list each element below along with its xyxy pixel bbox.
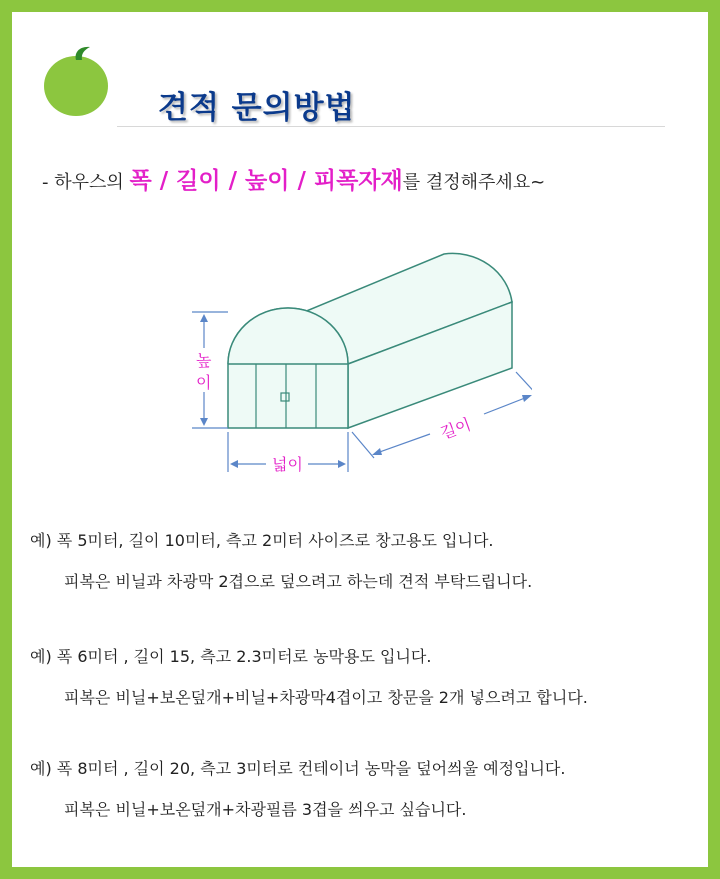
height-dimension	[192, 312, 228, 428]
example-3-line2: 피복은 비닐+보온덮개+차광필름 3겹을 씌우고 싶습니다.	[64, 800, 467, 819]
content-panel	[12, 12, 708, 867]
length-label: 길이	[437, 414, 474, 443]
title-divider	[117, 126, 665, 127]
instruction-highlight: 폭 / 길이 / 높이 / 피폭자재	[129, 168, 403, 194]
example-2-line1: 예) 폭 6미터 , 길이 15, 측고 2.3미터로 농막용도 입니다.	[30, 647, 432, 666]
width-label: 넓이	[272, 455, 303, 474]
example-1	[30, 528, 532, 592]
example-3	[30, 756, 565, 820]
example-1-line2: 피복은 비닐과 차광막 2겹으로 덮으려고 하는데 견적 부탁드립니다.	[64, 572, 533, 591]
page-title: 견적 문의방법	[158, 90, 356, 126]
example-3-line1: 예) 폭 8미터 , 길이 20, 측고 3미터로 컨테이너 농막을 덮어씌울 예정입니다.	[30, 759, 566, 778]
greenhouse-front	[228, 308, 348, 428]
instruction-prefix: - 하우스의	[42, 172, 124, 193]
example-2-line2: 피복은 비닐+보온덮개+비닐+차광막4겹이고 창문을 2개 넣으려고 합니다.	[64, 688, 588, 707]
instruction-text	[42, 162, 545, 195]
example-2	[30, 644, 588, 708]
greenhouse-diagram	[172, 232, 532, 482]
example-1-line1: 예) 폭 5미터, 길이 10미터, 측고 2미터 사이즈로 창고용도 입니다.	[30, 531, 494, 550]
height-label-bottom: 이	[196, 373, 212, 392]
green-apple-icon	[40, 42, 116, 118]
height-label-top: 높	[196, 351, 212, 370]
instruction-suffix: 를 결정해주세요~	[402, 172, 546, 193]
